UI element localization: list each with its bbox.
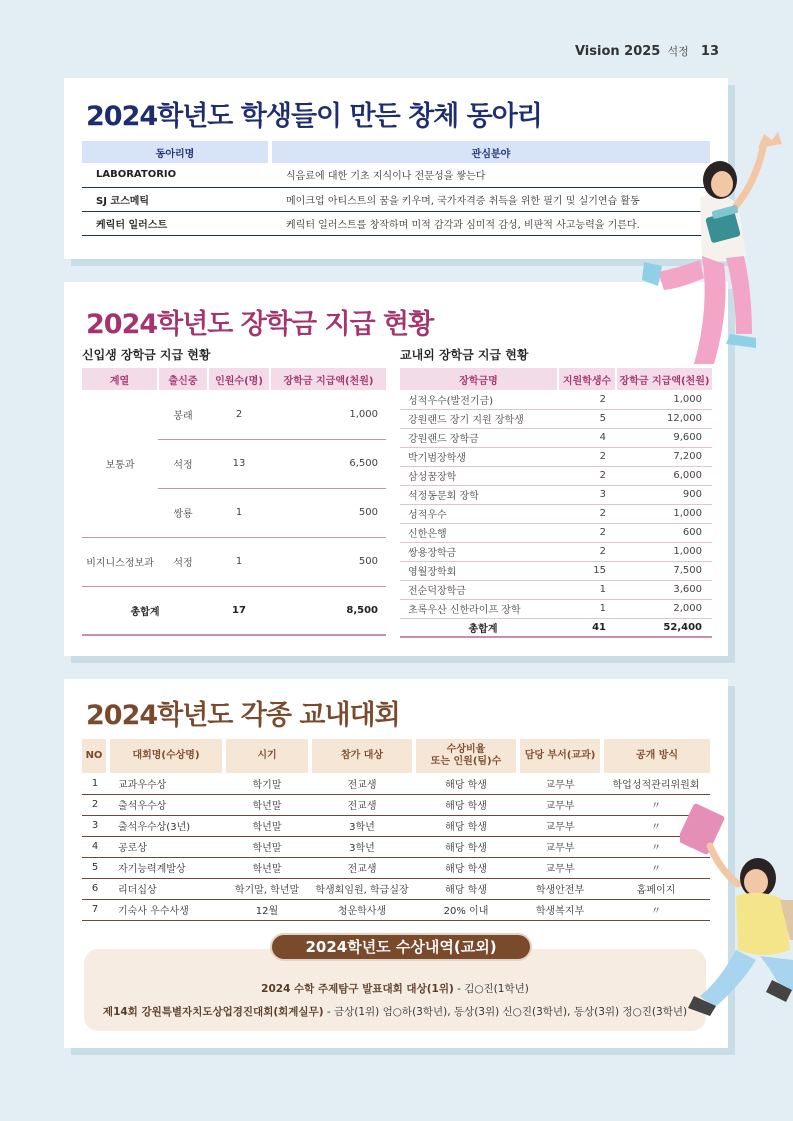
contests-title: 2024학년도 각종 교내대회: [86, 700, 400, 731]
table-row: 신한은행 2 600: [400, 523, 712, 542]
scholarship-title: 2024학년도 장학금 지급 현황: [86, 309, 434, 340]
freshmen-subtitle: 신입생 장학금 지급 현황: [82, 348, 211, 362]
table-row: 초록우산 신한라이프 장학 1 2,000: [400, 599, 712, 618]
column-header: 시기: [224, 739, 310, 773]
column-header: 관심분야: [272, 141, 710, 163]
table-row: SJ 코스메틱 메이크업 아티스트의 꿈을 키우며, 국가자격증 취득을 위한 필기 및 실기연습 활동: [82, 187, 710, 211]
column-header: 동아리명: [82, 141, 268, 163]
total-row: 총합계 17 8,500: [82, 586, 386, 635]
table-row: 삼성꿈장학 2 6,000: [400, 466, 712, 485]
table-row: 5 자기능력계발상 학년말 전교생 해당 학생 교무부 〃: [82, 857, 710, 878]
table-row: 석정동문회 장학 3 900: [400, 485, 712, 504]
table-row: 쌍용장학금 2 1,000: [400, 542, 712, 561]
award-line: 제14회 강원특별자치도상업경진대회(회계실무) - 금상(1위) 엄○하(3학년), 동상(3위) 신○진(3학년), 동상(3위) 정○진(3학년): [102, 1006, 688, 1018]
table-row: 2 출석우수상 학년말 전교생 해당 학생 교무부 〃: [82, 794, 710, 815]
table-row: 7 기숙사 우수사생 12월 청운학사생 20% 이내 학생복지부 〃: [82, 899, 710, 920]
column-header: 참가 대상: [310, 739, 414, 773]
column-header: 인원수(명): [208, 368, 270, 390]
table-row: 강원랜드 장학금 4 9,600: [400, 428, 712, 447]
clubs-panel: [64, 78, 728, 259]
table-row: 강원랜드 장기 지원 장학생 5 12,000: [400, 409, 712, 428]
table-row: 6 리더십상 학기말, 학년말 학생회임원, 학급실장 해당 학생 학생안전부 홈페이지: [82, 878, 710, 899]
column-header: 담당 부서(교과): [518, 739, 602, 773]
student-illustration-bottom: [680, 800, 793, 1020]
table-row: LABORATORIO 식음료에 대한 기초 지식이나 전문성을 쌓는다: [82, 163, 710, 187]
table-row: 석정 13 6,500: [82, 439, 386, 488]
contests-table: [82, 739, 710, 921]
school-name: 석정: [667, 45, 689, 58]
table-row: 성적우수(발전기금) 2 1,000: [400, 390, 712, 409]
column-header: NO: [82, 739, 108, 773]
table-row: 3 출석우수상(3년) 학년말 3학년 해당 학생 교무부 〃: [82, 815, 710, 836]
column-header: 대회명(수상명): [108, 739, 224, 773]
table-row: 성적우수 2 1,000: [400, 504, 712, 523]
table-row: 박기범장학생 2 7,200: [400, 447, 712, 466]
freshmen-table: [82, 368, 386, 636]
awards-title: 2024학년도 수상내역(교외): [270, 933, 532, 961]
column-header: 수상비율 또는 인원(팀)수: [414, 739, 518, 773]
contests-panel: [64, 679, 728, 1048]
clubs-table: [82, 141, 710, 236]
column-header: 계열: [82, 368, 158, 390]
table-row: 쌍룡 1 500: [82, 488, 386, 537]
table-row: 1 교과우수상 학기말 전교생 해당 학생 교무부 학업성적관리위원회: [82, 773, 710, 794]
table-row: 케릭터 일러스트 케릭터 일러스트를 창작하며 미적 감각과 심미적 감성, 비판적 사고능력을 기른다.: [82, 211, 710, 235]
column-header: 공개 방식: [602, 739, 710, 773]
page-header: [575, 43, 719, 59]
column-header: 지원학생수: [558, 368, 616, 390]
table-row: 보통과 봉래 2 1,000: [82, 390, 386, 439]
award-line: 2024 수학 주제탐구 발표대회 대상(1위) - 김○진(1학년): [261, 983, 529, 995]
total-row: 총합계 41 52,400: [400, 618, 712, 637]
awards-box: [84, 949, 706, 1031]
table-row: 비지니스정보과 석정 1 500: [82, 537, 386, 586]
brand-text: Vision 2025: [574, 44, 661, 59]
table-row: 4 공로상 학년말 3학년 해당 학생 교무부 〃: [82, 836, 710, 857]
column-header: 장학금명: [400, 368, 558, 390]
student-illustration-top: [640, 128, 786, 364]
campus-scholarship-table: [400, 368, 712, 638]
campus-subtitle: 교내외 장학금 지급 현황: [400, 348, 529, 362]
table-row: 영월장학회 15 7,500: [400, 561, 712, 580]
scholarship-panel: [64, 282, 728, 656]
column-header: 장학금 지급액(천원): [270, 368, 386, 390]
column-header: 장학금 지급액(천원): [616, 368, 712, 390]
clubs-title: 2024학년도 학생들이 만든 창체 동아리: [86, 101, 542, 132]
page-number: 13: [700, 44, 719, 59]
table-row: 전순덕장학금 1 3,600: [400, 580, 712, 599]
column-header: 출신중: [158, 368, 208, 390]
